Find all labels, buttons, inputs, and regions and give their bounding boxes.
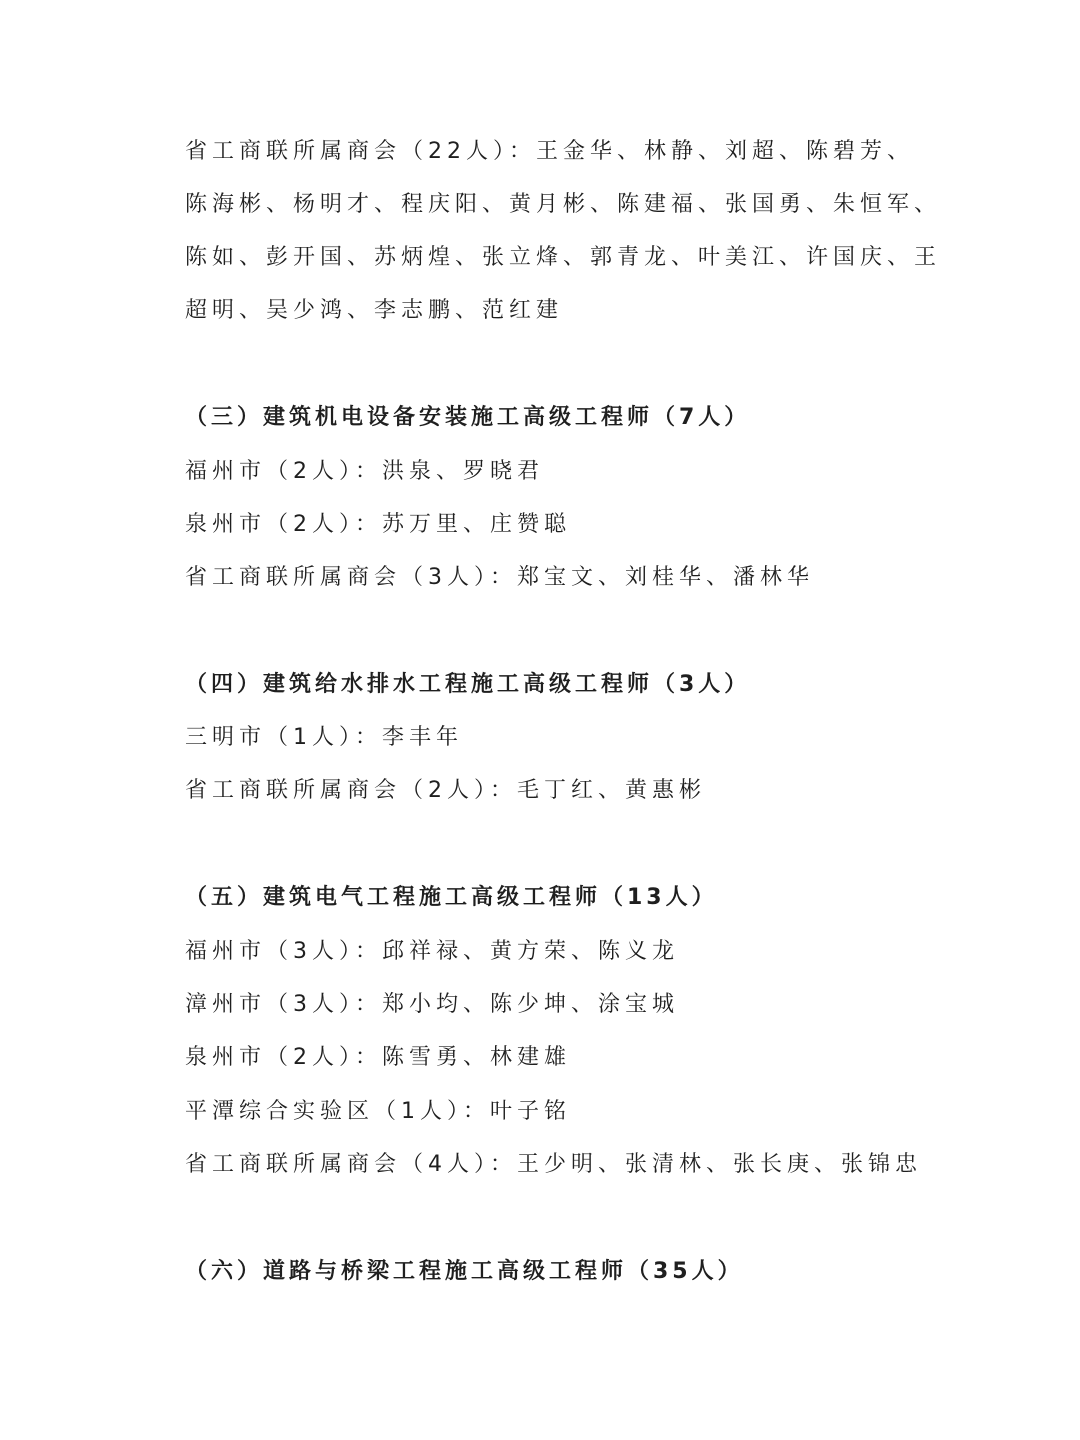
section-5-entry-chamber: 省工商联所属商会（4人）：王少明、张清林、张长庚、张锦忠: [185, 1152, 922, 1177]
section-5-entry-quanzhou: 泉州市（2人）：陈雪勇、林建雄: [185, 1045, 571, 1070]
section-5-entry-zhangzhou: 漳州市（3人）：郑小均、陈少坤、涂宝城: [185, 992, 679, 1017]
section-3-entry-quanzhou: 泉州市（2人）：苏万里、庄赞聪: [185, 512, 571, 537]
section-4-entry-sanming: 三明市（1人）：李丰年: [185, 725, 463, 750]
section-5-entry-pingtan: 平潭综合实验区（1人）：叶子铭: [185, 1099, 571, 1124]
section-heading-5: （五）建筑电气工程施工高级工程师（13人）: [185, 885, 718, 910]
section-5-entry-fuzhou: 福州市（3人）：邱祥禄、黄方荣、陈义龙: [185, 939, 679, 964]
section-heading-3: （三）建筑机电设备安装施工高级工程师（7人）: [185, 405, 751, 430]
section-heading-6: （六）道路与桥梁工程施工高级工程师（35人）: [185, 1259, 744, 1284]
section-4-entry-chamber: 省工商联所属商会（2人）：毛丁红、黄惠彬: [185, 778, 706, 803]
section-heading-4: （四）建筑给水排水工程施工高级工程师（3人）: [185, 672, 751, 697]
intro-line-3: 陈如、彭开国、苏炳煌、张立烽、郭青龙、叶美江、许国庆、王: [185, 245, 942, 270]
intro-line-4: 超明、吴少鸿、李志鹏、范红建: [185, 298, 564, 323]
section-3-entry-chamber: 省工商联所属商会（3人）：郑宝文、刘桂华、潘林华: [185, 565, 814, 590]
section-3-entry-fuzhou: 福州市（2人）：洪泉、罗晓君: [185, 459, 544, 484]
intro-line-1: 省工商联所属商会（22人）：王金华、林静、刘超、陈碧芳、: [185, 139, 914, 164]
intro-line-2: 陈海彬、杨明才、程庆阳、黄月彬、陈建福、张国勇、朱恒军、: [185, 192, 942, 217]
